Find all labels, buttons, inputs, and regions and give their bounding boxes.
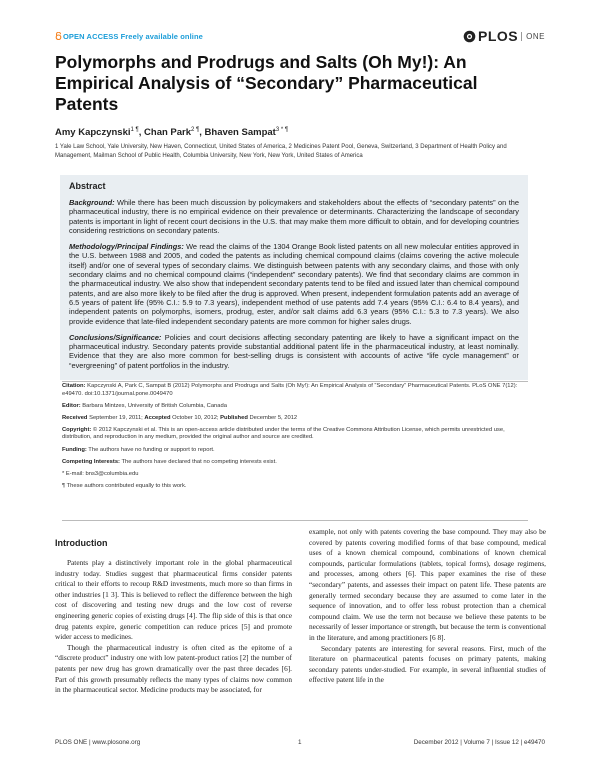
competing-text: The authors have declared that no competing interests exist. xyxy=(119,458,277,465)
author-affiliation-marker: 3 * ¶ xyxy=(275,127,289,133)
article-title: Polymorphs and Prodrugs and Salts (Oh My!): An Empirical Analysis of “Secondary” Pharmaceutical Patents xyxy=(55,52,478,114)
author-list xyxy=(55,127,545,138)
abstract-section-text: While there has been much discussion by policymakers and stakeholders about the effects of “secondary patents” on the pharmaceutical industry, there is no empirical evidence on their prevalence or determinants. Characterizing the landscape of secondary patents is important in light of recent court decisions in the U.S. that may make them more difficult to obtain, and for developing countries considering restrictions on secondary patents. xyxy=(69,198,519,235)
journal-header xyxy=(55,28,545,48)
open-access-banner xyxy=(55,32,203,41)
equal-contribution-note: ¶ These authors contributed equally to this work. xyxy=(62,482,187,489)
body-paragraph: Patents play a distinctively important role in the global pharmaceutical industry today. Studies suggest that pharmaceutical firms consider patents critical to their efforts to recoup R&D investments, much more so than firms in other industries [1 3]. This is believed to reflect the difference between the high cost of discovering and testing new drugs and the low cost of reverse engineering generic copies of existing drugs [4]. The flip side of this is that once drug patents expire, generic competition can reduce prices [5] and promote wider access to medicines. xyxy=(55,558,292,642)
body-paragraph: Though the pharmaceutical industry is often cited as the epitome of a “discrete product” industry one with low patent-product ratios [2] the number of patents per new drug has grown dramatically over the past three decades [6]. Part of this growth presumably reflects the many types of claims now common in the pharmaceutical sector. Medicine products may be associated, for xyxy=(55,642,292,695)
metadata-divider-top xyxy=(62,381,528,382)
funding-text: The authors have no funding or support to report. xyxy=(86,446,215,453)
received-date: September 19, 2011; xyxy=(87,414,145,421)
editor xyxy=(62,403,528,411)
author-name[interactable]: Chan Park xyxy=(144,127,192,139)
editor-text: Barbara Mintzes, University of British Columbia, Canada xyxy=(80,402,227,409)
journal-suffix: ONE xyxy=(521,32,545,41)
abstract-background xyxy=(69,198,519,235)
plos-sun-icon xyxy=(463,30,476,43)
open-access-text: OPEN ACCESS Freely available online xyxy=(63,32,203,41)
abstract-heading: Abstract xyxy=(69,181,106,191)
author-affiliation-marker: 2 ¶ xyxy=(191,127,200,133)
abstract-section-label: Background: xyxy=(69,198,115,207)
footer-issue-info: December 2012 | Volume 7 | Issue 12 | e49470 xyxy=(413,739,545,746)
abstract-section-label: Methodology/Principal Findings: xyxy=(69,242,184,252)
section-heading-introduction: Introduction xyxy=(55,538,108,548)
citation xyxy=(62,383,528,398)
abstract-conclusions xyxy=(69,333,519,370)
author-name[interactable]: Bhaven Sampat xyxy=(204,127,276,139)
competing-interests xyxy=(62,459,528,467)
funding xyxy=(62,447,528,455)
accepted-label: Accepted xyxy=(144,414,171,421)
footer-journal-url[interactable]: PLOS ONE | www.plosone.org xyxy=(55,739,141,746)
accepted-date: October 10, 2012; xyxy=(170,414,221,421)
open-access-lock-icon xyxy=(55,32,62,40)
abstract-box xyxy=(60,175,528,380)
copyright-text: © 2012 Kapczynski et al. This is an open-access article distributed under the terms of the Creative Commons Attribution License, which permits unrestricted use, distribution, and reproduction in any medium, provided the original author and source are credited. xyxy=(62,426,505,441)
author-separator: , xyxy=(199,127,205,139)
plos-one-logo xyxy=(463,28,545,44)
body-paragraph: example, not only with patents covering the base compound. They may also be covered by patents covering modified forms of that base compound, medical uses of a known chemical compound, combinations of known chemical compounds, particular formulations (tablets, topical forms), dosage regimens, and processes, among others [6]. This paper examines the rise of these “secondary” patents, and assesses their impact on patent life. These patents are generally termed secondary because they are assumed to come later in the sequence of innovation, and to offer less robust protection than a chemical compound claim. We use the term not because we believe these patents to be necessarily of lesser importance or strength, but because the term is conventional in the literature, and among practitioners [6 8]. xyxy=(309,527,546,642)
affiliations: 1 Yale Law School, Yale University, New Haven, Connecticut, United States of America, 2 Medicines Patent Pool, Geneva, Switzerland, 3 Department of Health Policy and Management, Mailman School of Public Health, Columbia University, New York, New York, United States of America xyxy=(55,144,507,159)
body-column-right xyxy=(309,527,546,686)
competing-label: Competing Interests: xyxy=(62,458,120,465)
author-affiliation-marker: 1 ¶ xyxy=(130,127,139,133)
author-separator: , xyxy=(138,127,145,139)
abstract-section-label: Conclusions/Significance: xyxy=(69,332,162,342)
published-label: Published xyxy=(220,414,248,421)
email[interactable]: * E-mail: bns3@columbia.edu xyxy=(62,470,139,477)
abstract-section-text: Policies and court decisions affecting secondary patenting are likely to have a significant impact on the pharmaceutical industry. Secondary patents provide substantial additional patent life in the pharmaceutical industry, at least nominally. Evidence that they are also more common for best-selling drugs is consistent with accounts of active “life cycle management” or “evergreening” of patent portfolios in the industry. xyxy=(69,332,519,370)
author-name[interactable]: Amy Kapczynski xyxy=(55,127,131,139)
received-label: Received xyxy=(62,414,88,421)
copyright xyxy=(62,427,528,442)
body-paragraph: Secondary patents are interesting for several reasons. First, much of the literature on pharmaceutical patents focuses on primary patents, making secondary patents under-studied. For example, in several influential studies of effective patent life in the xyxy=(309,643,546,685)
abstract-section-text: We read the claims of the 1304 Orange Book listed patents on all new molecular entities approved in the U.S. between 1988 and 2005, and coded the patents as including chemical compound claims (claims covering the active molecule itself) and/or one of several types of secondary claims. We distinguish between patents with any secondary claims, and those with only secondary claims and no chemical compound claims (“independent” secondary patents). We find that secondary claims are common in the pharmaceutical industry. We also show that independent secondary patents tend to be filed and issued later than chemical compound patents, and are also more likely to be filed after the drug is approved. When present, independent formulation patents add an average of 6.5 years of patent life (95% C.I.: 5.9 to 7.3 years), independent method of use patents add 7.4 years (95% C.I.: 6.4 to 8.4 years), and independent patents on polymorphs, isomers, prodrug, ester, and/or salt claims add 6.3 years (95% C.I.: 5.3 to 7.3 years). We also provide evidence that late-filed independent secondary patents are more common for higher sales drugs. xyxy=(69,242,519,326)
editor-label: Editor: xyxy=(62,402,81,409)
citation-label: Citation: xyxy=(62,383,86,389)
citation-text[interactable]: Kapczynski A, Park C, Sampat B (2012) Polymorphs and Prodrugs and Salts (Oh My!): An Empirical Analysis of “Secondary” Pharmaceutical Patents. PLoS ONE 7(12): e49470. doi:10.1371/journal.pone.0049470 xyxy=(62,383,518,397)
article-metadata xyxy=(62,383,528,495)
body-column-left xyxy=(55,528,292,696)
funding-label: Funding: xyxy=(62,446,87,453)
metadata-divider-bottom xyxy=(62,520,528,521)
abstract-methodology xyxy=(69,242,519,326)
page-number: 1 xyxy=(298,739,302,746)
dates xyxy=(62,415,528,423)
journal-brand: PLOS xyxy=(478,28,519,44)
copyright-label: Copyright: xyxy=(62,426,92,433)
published-date: December 5, 2012 xyxy=(247,414,298,421)
